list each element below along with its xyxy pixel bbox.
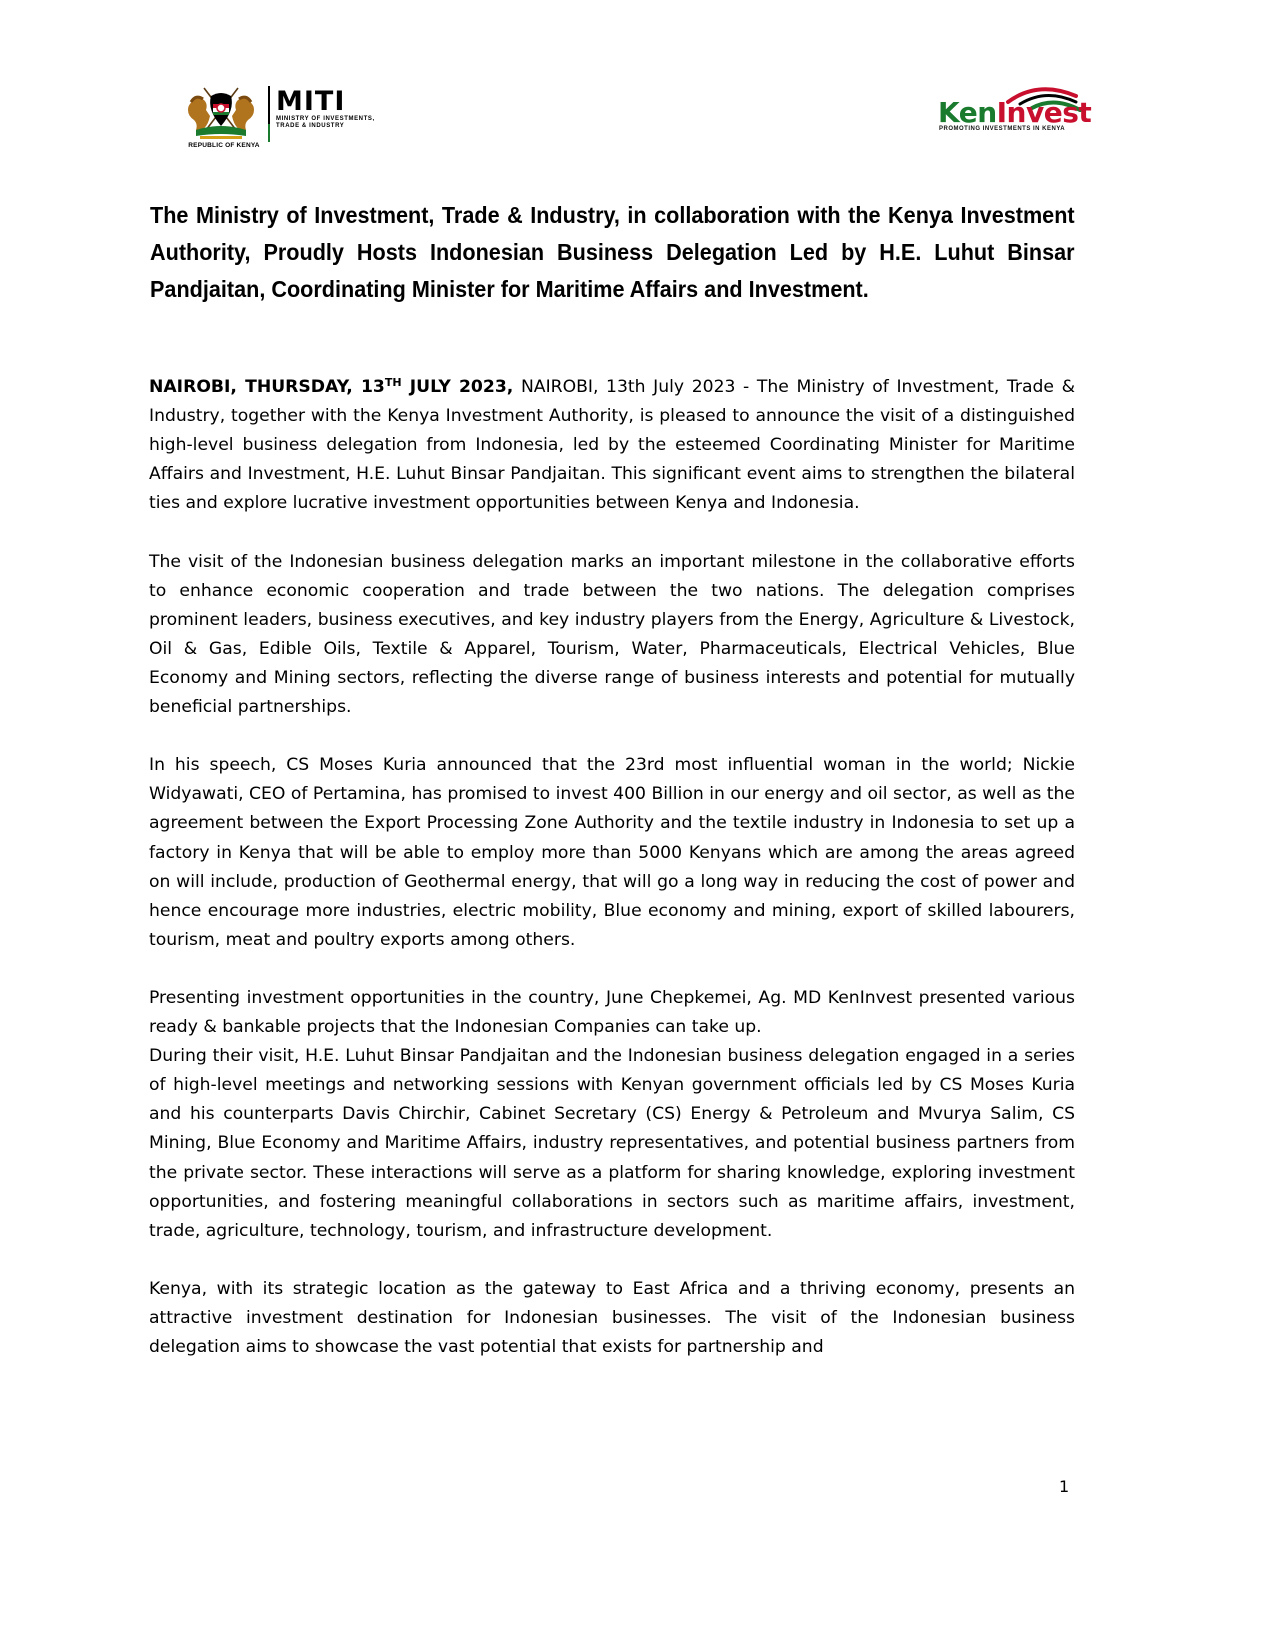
press-release-body	[149, 373, 1075, 1362]
keninvest-wordmark	[938, 98, 1091, 128]
paragraph-1-text: NAIROBI, 13th July 2023 - The Ministry of Investment, Trade & Industry, together with the Kenya Investment Authority, is pleased to announce the visit of a distinguished high-level business delegation from Indonesia, led by the esteemed Coordinating Minister for Maritime Affairs and Investment, H.E. Luhut Binsar Pandjaitan. This significant event aims to strengthen the bilateral ties and explore lucrative investment opportunities between Kenya and Indonesia.	[149, 377, 1075, 514]
keninvest-logo	[938, 82, 1092, 138]
dateline	[149, 377, 513, 397]
dateline-prefix: NAIROBI, THURSDAY, 13	[149, 377, 385, 397]
paragraph-4: Presenting investment opportunities in the country, June Chepkemei, Ag. MD KenInvest presented various ready & bankable projects that the Indonesian Companies can take up.	[149, 987, 1075, 1038]
miti-logo	[182, 84, 412, 152]
press-release-title: The Ministry of Investment, Trade & Industry, in collaboration with the Kenya Investment Authority, Proudly Hosts Indonesian Business Delegation Led by H.E. Luhut Binsar Pandjaitan, Coordinating Minister for Maritime Affairs and Investment.	[150, 202, 1075, 302]
miti-wordmark	[276, 88, 375, 130]
miti-acronym: MITI	[276, 86, 346, 117]
paragraph-2: The visit of the Indonesian business delegation marks an important milestone in the collaborative efforts to enhance economic cooperation and trade between the two nations. The delegation comprises prominent leaders, business executives, and key industry players from the Energy, Agriculture & Livestock, Oil & Gas, Edible Oils, Textile & Apparel, Tourism, Water, Pharmaceuticals, Electrical Vehicles, Blue Economy and Mining sectors, reflecting the diverse range of business interests and potential for mutually beneficial partnerships.	[149, 551, 1075, 718]
kenya-coat-of-arms-icon	[182, 84, 260, 149]
keninvest-word-ken: Ken	[938, 96, 997, 129]
paragraph-3: In his speech, CS Moses Kuria announced that the 23rd most influential woman in the world; Nickie Widyawati, CEO of Pertamina, has promised to invest 400 Billion in our energy and oil sector, as well as the agreement between the Export Processing Zone Authority and the textile industry in Indonesia to set up a factory in Kenya that will be able to employ more than 5000 Kenyans which are among the areas agreed on will include, production of Geothermal energy, that will go a long way in reducing the cost of power and hence encourage more industries, electric mobility, Blue economy and mining, export of skilled labourers, tourism, meat and poultry exports among others.	[149, 755, 1075, 950]
coat-of-arms-caption: REPUBLIC OF KENYA	[188, 142, 260, 149]
paragraph-1	[149, 373, 1075, 518]
page-number: 1	[1059, 1477, 1070, 1496]
dateline-suffix: JULY 2023,	[401, 377, 514, 397]
dateline-superscript: TH	[384, 376, 402, 389]
keninvest-tagline: PROMOTING INVESTMENTS IN KENYA	[939, 126, 1066, 132]
miti-subtitle-line1: MINISTRY OF INVESTMENTS,	[276, 116, 375, 122]
paragraph-5: During their visit, H.E. Luhut Binsar Pandjaitan and the Indonesian business delegation engaged in a series of high-level meetings and networking sessions with Kenyan government officials led by CS Moses Kuria and his counterparts Davis Chirchir, Cabinet Secretary (CS) Energy & Petroleum and Mvurya Salim, CS Mining, Blue Economy and Maritime Affairs, industry representatives, and potential business partners from the private sector. These interactions will serve as a platform for sharing knowledge, exploring investment opportunities, and fostering meaningful collaborations in sectors such as maritime affairs, investment, trade, agriculture, technology, tourism, and infrastructure development.	[149, 1046, 1075, 1241]
keninvest-word-invest: Invest	[996, 96, 1092, 129]
miti-subtitle-line2: TRADE & INDUSTRY	[276, 123, 345, 129]
logo-divider	[268, 86, 270, 142]
paragraph-6: Kenya, with its strategic location as the gateway to East Africa and a thriving economy, presents an attractive investment destination for Indonesian businesses. The visit of the Indonesian business delegation aims to showcase the vast potential that exists for partnership and	[149, 1278, 1075, 1358]
